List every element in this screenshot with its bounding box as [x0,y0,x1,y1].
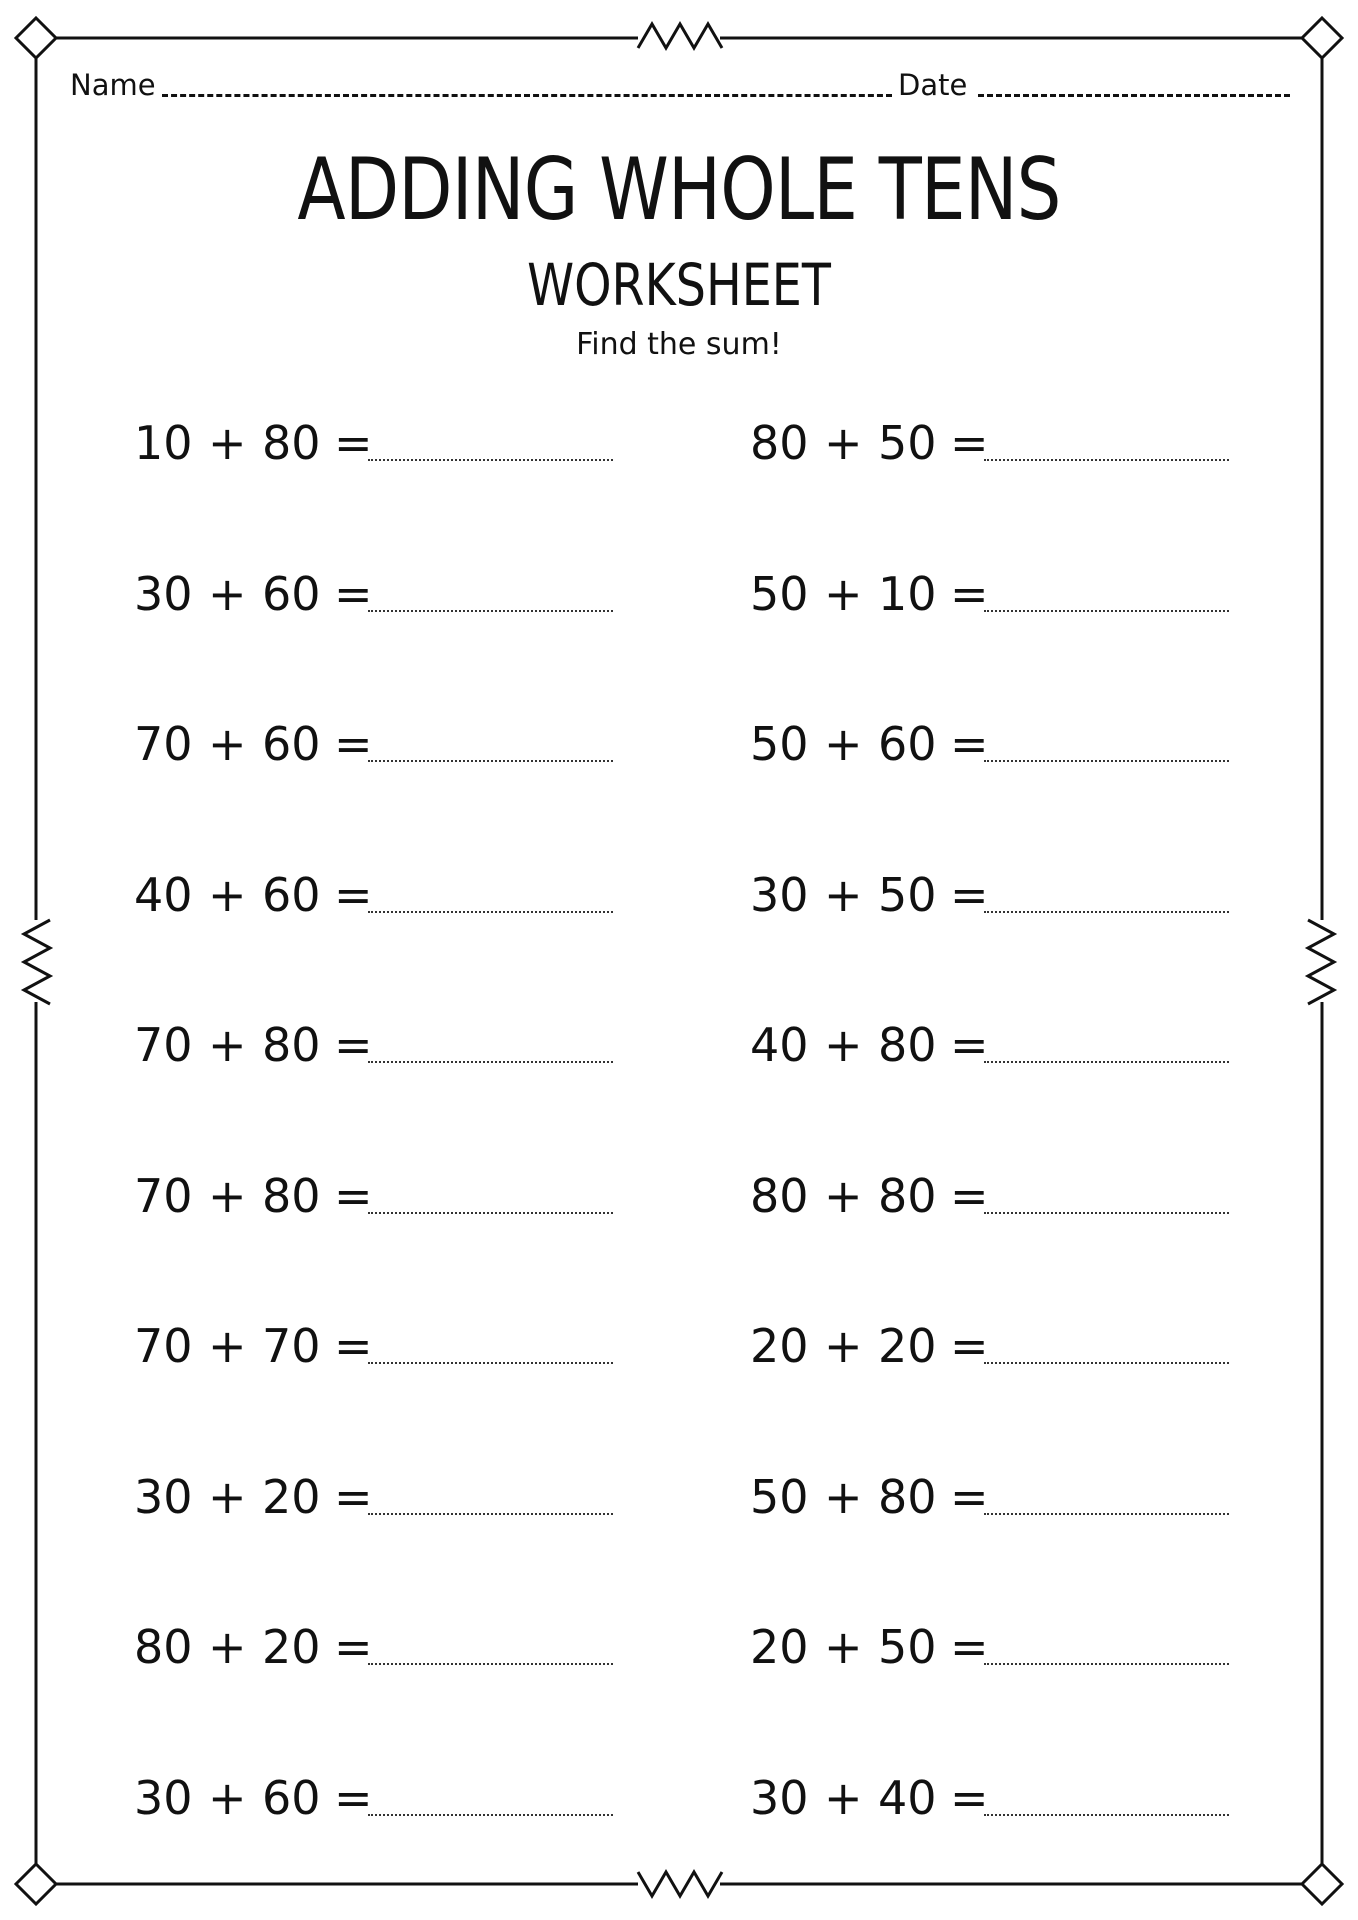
plus-sign: + [208,416,247,470]
date-label: Date [898,68,968,102]
addend-2: 80 [878,1469,937,1524]
addend-2: 50 [878,867,937,922]
addend-1: 30 [134,1469,193,1524]
addend-2: 40 [878,1770,937,1825]
addend-2: 50 [878,416,937,470]
plus-sign: + [208,1469,247,1524]
equals-sign: = [334,566,373,621]
answer-blank[interactable] [368,459,613,461]
plus-sign: + [208,1319,247,1373]
problem-row [134,1467,614,1527]
addend-1: 40 [134,867,193,922]
equals-sign: = [950,1469,989,1524]
equals-sign: = [950,1620,989,1674]
problem-row [134,1166,614,1226]
addend-1: 40 [750,1018,809,1072]
addend-1: 50 [750,566,809,621]
plus-sign: + [824,1168,863,1223]
problem-row [134,1316,614,1376]
addend-1: 80 [750,1168,809,1223]
addend-2: 10 [878,566,937,621]
addend-1: 70 [134,1168,193,1223]
addend-1: 30 [134,566,193,621]
addend-2: 70 [262,1319,321,1373]
addend-1: 70 [134,717,193,771]
answer-blank[interactable] [984,760,1229,762]
answer-blank[interactable] [984,1212,1229,1214]
addend-2: 60 [262,717,321,771]
plus-sign: + [824,1018,863,1072]
problem-row [750,1768,1230,1828]
plus-sign: + [824,566,863,621]
plus-sign: + [824,1770,863,1825]
problem-row [750,1166,1230,1226]
addend-2: 20 [262,1620,321,1674]
plus-sign: + [824,867,863,922]
problem-row [750,1316,1230,1376]
plus-sign: + [208,1620,247,1674]
answer-blank[interactable] [984,459,1229,461]
addend-2: 20 [878,1319,937,1373]
plus-sign: + [824,1469,863,1524]
instruction-text: Find the sum! [576,327,782,362]
equals-sign: = [950,1770,989,1825]
answer-blank[interactable] [984,1814,1229,1816]
answer-blank[interactable] [368,760,613,762]
answer-blank[interactable] [984,610,1229,612]
equals-sign: = [950,1168,989,1223]
addend-1: 50 [750,717,809,771]
addend-1: 70 [134,1319,193,1373]
addend-1: 10 [134,416,193,470]
plus-sign: + [208,566,247,621]
equals-sign: = [334,1319,373,1373]
name-label: Name [70,68,156,102]
addend-2: 80 [878,1018,937,1072]
addend-1: 20 [750,1620,809,1674]
problem-row [134,413,614,473]
answer-blank[interactable] [984,1513,1229,1515]
answer-blank[interactable] [368,610,613,612]
problem-row [750,714,1230,774]
addend-1: 30 [134,1770,193,1825]
answer-blank[interactable] [984,1061,1229,1063]
page-subtitle: WORKSHEET [527,251,831,319]
equals-sign: = [334,1168,373,1223]
addend-1: 80 [134,1620,193,1674]
problem-row [134,865,614,925]
equals-sign: = [950,416,989,470]
problem-row [134,714,614,774]
addend-1: 30 [750,1770,809,1825]
plus-sign: + [824,1620,863,1674]
equals-sign: = [334,1018,373,1072]
addend-1: 30 [750,867,809,922]
equals-sign: = [334,1469,373,1524]
answer-blank[interactable] [368,1814,613,1816]
problem-row [750,1617,1230,1677]
problem-row [134,1015,614,1075]
equals-sign: = [334,1620,373,1674]
plus-sign: + [824,1319,863,1373]
addend-2: 80 [262,416,321,470]
addend-2: 80 [878,1168,937,1223]
answer-blank[interactable] [984,1663,1229,1665]
equals-sign: = [950,867,989,922]
page-title: ADDING WHOLE TENS [297,140,1061,240]
problem-row [134,564,614,624]
equals-sign: = [334,416,373,470]
plus-sign: + [208,717,247,771]
addend-2: 80 [262,1168,321,1223]
plus-sign: + [208,1770,247,1825]
answer-blank[interactable] [368,1513,613,1515]
addend-1: 50 [750,1469,809,1524]
plus-sign: + [208,1018,247,1072]
addend-2: 20 [262,1469,321,1524]
plus-sign: + [824,416,863,470]
equals-sign: = [950,1018,989,1072]
answer-blank[interactable] [368,1362,613,1364]
answer-blank[interactable] [984,911,1229,913]
problem-row [750,413,1230,473]
answer-blank[interactable] [368,1061,613,1063]
problem-row [750,564,1230,624]
addend-2: 60 [262,1770,321,1825]
equals-sign: = [950,566,989,621]
problem-row [134,1768,614,1828]
addend-1: 70 [134,1018,193,1072]
answer-blank[interactable] [368,1663,613,1665]
problem-row [750,865,1230,925]
addend-2: 60 [262,867,321,922]
problem-row [134,1617,614,1677]
equals-sign: = [950,1319,989,1373]
problem-row [750,1467,1230,1527]
addend-1: 80 [750,416,809,470]
addend-2: 80 [262,1018,321,1072]
plus-sign: + [824,717,863,771]
plus-sign: + [208,1168,247,1223]
addend-2: 60 [878,717,937,771]
addend-1: 20 [750,1319,809,1373]
answer-blank[interactable] [984,1362,1229,1364]
plus-sign: + [208,867,247,922]
equals-sign: = [334,1770,373,1825]
problem-row [750,1015,1230,1075]
equals-sign: = [950,717,989,771]
equals-sign: = [334,867,373,922]
answer-blank[interactable] [368,911,613,913]
equals-sign: = [334,717,373,771]
answer-blank[interactable] [368,1212,613,1214]
addend-2: 60 [262,566,321,621]
addend-2: 50 [878,1620,937,1674]
